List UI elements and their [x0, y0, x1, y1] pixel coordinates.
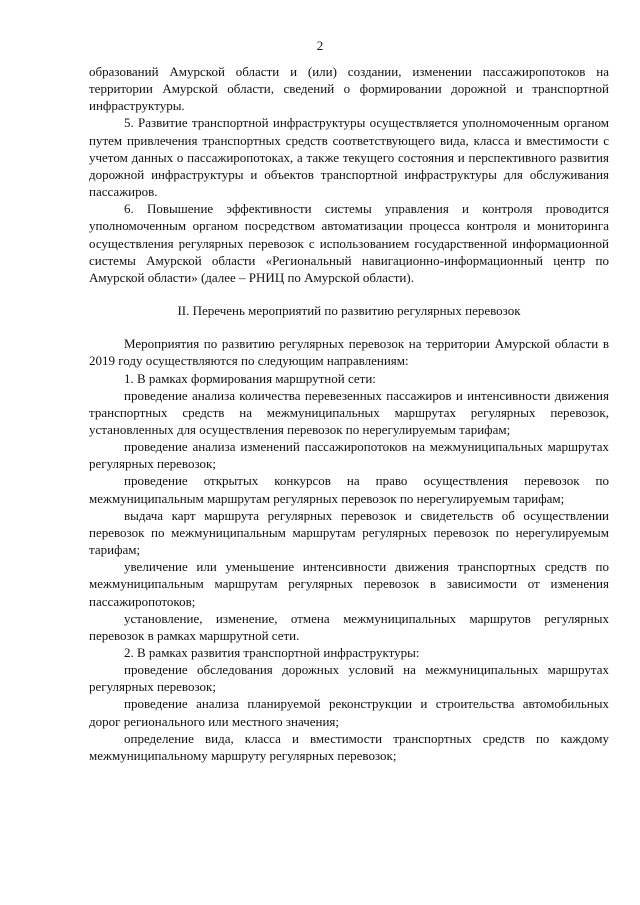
- list-item: проведение анализа планируемой реконструкции и строительства автомобильных дорог регионального или местного значения;: [89, 696, 609, 729]
- paragraph-continuation: образований Амурской области и (или) создании, изменении пассажиропотоков на территории Амурской области, сведений о формировании дорожной и транспортной инфраструктуры.: [89, 64, 609, 114]
- paragraph-item-5: 5. Развитие транспортной инфраструктуры осуществляется уполномоченным органом путем привлечения транспортных средств соответствующего вида, класса и вместимости с учетом данных о пассажиропотоках, а также текущего состояния и перспективного развития дорожной инфраструктуры и объектов транспортной инфраструктуры для обслуживания пассажиров.: [89, 115, 609, 200]
- list-item: увеличение или уменьшение интенсивности движения транспортных средств по межмуниципальным маршрутам регулярных перевозок в зависимости от изменения пассажиропотоков;: [89, 559, 609, 609]
- page-number: 2: [316, 38, 324, 53]
- list-item: проведение открытых конкурсов на право осуществления перевозок по межмуниципальным маршрутам регулярных перевозок по нерегулируемым тарифам;: [89, 473, 609, 506]
- list-heading-1: 1. В рамках формирования маршрутной сети:: [124, 370, 376, 386]
- list-item: проведение анализа количества перевезенных пассажиров и интенсивности движения транспортных средств на межмуниципальных маршрутах регулярных перевозок, установленных для осуществления перевозок по нерегулируемым тарифам;: [89, 387, 609, 437]
- list-item: выдача карт маршрута регулярных перевозок и свидетельств об осуществлении перевозок по межмуниципальным маршрутам регулярных перевозок по нерегулируемым тарифам;: [89, 507, 609, 558]
- list-item: определение вида, класса и вместимости транспортных средств по каждому межмуниципальному маршруту регулярных перевозок;: [89, 730, 609, 763]
- paragraph-intro: Мероприятия по развитию регулярных перевозок на территории Амурской области в 2019 году осуществляются по следующим направлениям:: [89, 336, 609, 369]
- list-item: проведение анализа изменений пассажиропотоков на межмуниципальных маршрутах регулярных перевозок;: [89, 439, 609, 472]
- list-item: установление, изменение, отмена межмуниципальных маршрутов регулярных перевозок в рамках маршрутной сети.: [89, 610, 609, 643]
- document-body: [89, 63, 609, 764]
- paragraph-item-6: 6. Повышение эффективности системы управления и контроля проводится уполномоченным органом посредством автоматизации процесса контроля и мониторинга осуществления регулярных перевозок с использованием государственной информационной системы Амурской области «Региональный навигационно-информационный центр по Амурской области» (далее – РНИЦ по Амурской области).: [89, 201, 609, 285]
- section-heading: II. Перечень мероприятий по развитию регулярных перевозок: [177, 303, 521, 319]
- list-item: проведение обследования дорожных условий на межмуниципальных маршрутах регулярных перевозок;: [89, 662, 609, 695]
- list-heading-2: 2. В рамках развития транспортной инфраструктуры:: [124, 645, 420, 660]
